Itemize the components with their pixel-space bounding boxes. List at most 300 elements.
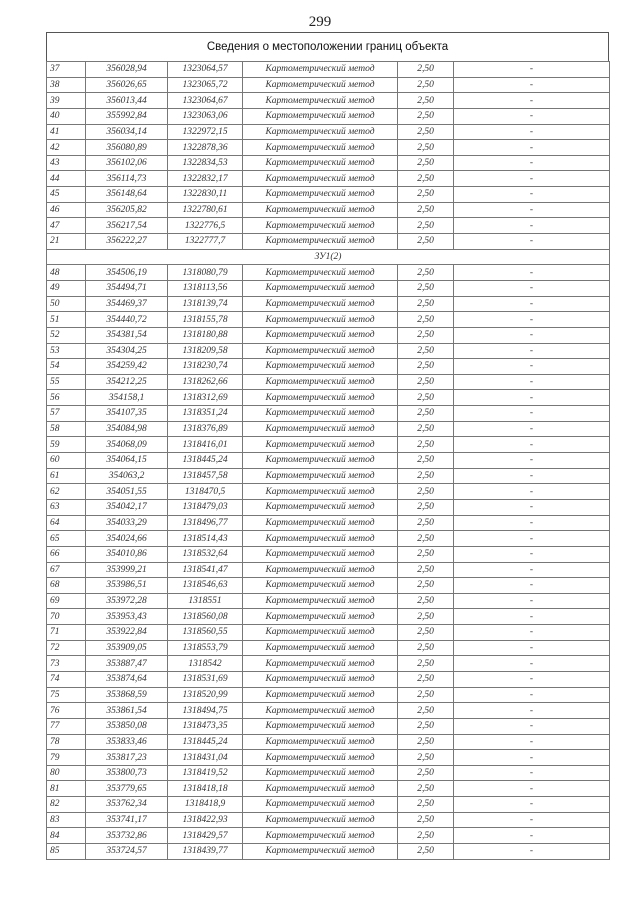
table-row [47, 765, 610, 781]
table-row [47, 390, 610, 406]
accuracy-cell: 2,50 [398, 687, 454, 703]
table-row [47, 453, 610, 469]
point-number-cell: 84 [47, 828, 86, 844]
x-coordinate-cell: 353909,05 [86, 640, 168, 656]
description-cell: - [454, 531, 610, 547]
table-row [47, 609, 610, 625]
x-coordinate-cell: 356080,89 [86, 140, 168, 156]
table-row [47, 327, 610, 343]
method-cell: Картометрический метод [243, 640, 398, 656]
x-coordinate-cell: 354506,19 [86, 265, 168, 281]
x-coordinate-cell: 354068,09 [86, 437, 168, 453]
x-coordinate-cell: 353874,64 [86, 671, 168, 687]
accuracy-cell: 2,50 [398, 750, 454, 766]
point-number-cell: 51 [47, 312, 86, 328]
y-coordinate-cell: 1322780,61 [168, 202, 243, 218]
method-cell: Картометрический метод [243, 765, 398, 781]
method-cell: Картометрический метод [243, 171, 398, 187]
method-cell: Картометрический метод [243, 578, 398, 594]
point-number-cell: 57 [47, 406, 86, 422]
y-coordinate-cell: 1318416,01 [168, 437, 243, 453]
point-number-cell: 54 [47, 359, 86, 375]
method-cell: Картометрический метод [243, 359, 398, 375]
description-cell: - [454, 656, 610, 672]
method-cell: Картометрический метод [243, 718, 398, 734]
method-cell: Картометрический метод [243, 609, 398, 625]
accuracy-cell: 2,50 [398, 327, 454, 343]
table-row [47, 437, 610, 453]
accuracy-cell: 2,50 [398, 797, 454, 813]
table-row [47, 484, 610, 500]
description-cell: - [454, 140, 610, 156]
point-number-cell: 79 [47, 750, 86, 766]
x-coordinate-cell: 353817,23 [86, 750, 168, 766]
table-row [47, 656, 610, 672]
x-coordinate-cell: 353732,86 [86, 828, 168, 844]
method-cell: Картометрический метод [243, 593, 398, 609]
description-cell: - [454, 155, 610, 171]
point-number-cell: 72 [47, 640, 86, 656]
accuracy-cell: 2,50 [398, 265, 454, 281]
group-label: ЗУ1(2) [47, 249, 610, 265]
table-row [47, 62, 610, 78]
y-coordinate-cell: 1323064,67 [168, 93, 243, 109]
accuracy-cell: 2,50 [398, 453, 454, 469]
table-row [47, 671, 610, 687]
accuracy-cell: 2,50 [398, 609, 454, 625]
accuracy-cell: 2,50 [398, 734, 454, 750]
description-cell: - [454, 828, 610, 844]
y-coordinate-cell: 1318262,66 [168, 374, 243, 390]
description-cell: - [454, 625, 610, 641]
point-number-cell: 68 [47, 578, 86, 594]
table-row [47, 812, 610, 828]
table-row [47, 296, 610, 312]
x-coordinate-cell: 353972,28 [86, 593, 168, 609]
description-cell: - [454, 124, 610, 140]
point-number-cell: 49 [47, 280, 86, 296]
description-cell: - [454, 171, 610, 187]
point-number-cell: 63 [47, 499, 86, 515]
x-coordinate-cell: 353986,51 [86, 578, 168, 594]
point-number-cell: 38 [47, 77, 86, 93]
table-row [47, 171, 610, 187]
x-coordinate-cell: 356217,54 [86, 218, 168, 234]
method-cell: Картометрический метод [243, 844, 398, 860]
y-coordinate-cell: 1318312,69 [168, 390, 243, 406]
x-coordinate-cell: 353741,17 [86, 812, 168, 828]
method-cell: Картометрический метод [243, 703, 398, 719]
y-coordinate-cell: 1323064,57 [168, 62, 243, 78]
description-cell: - [454, 234, 610, 250]
y-coordinate-cell: 1323065,72 [168, 77, 243, 93]
y-coordinate-cell: 1318351,24 [168, 406, 243, 422]
accuracy-cell: 2,50 [398, 468, 454, 484]
table-row [47, 187, 610, 203]
point-number-cell: 47 [47, 218, 86, 234]
point-number-cell: 69 [47, 593, 86, 609]
method-cell: Картометрический метод [243, 234, 398, 250]
x-coordinate-cell: 356148,64 [86, 187, 168, 203]
table-row [47, 108, 610, 124]
description-cell: - [454, 546, 610, 562]
x-coordinate-cell: 354042,17 [86, 499, 168, 515]
method-cell: Картометрический метод [243, 828, 398, 844]
description-cell: - [454, 734, 610, 750]
accuracy-cell: 2,50 [398, 343, 454, 359]
table-row [47, 218, 610, 234]
point-number-cell: 60 [47, 453, 86, 469]
table-row [47, 343, 610, 359]
y-coordinate-cell: 1318560,08 [168, 609, 243, 625]
table-row [47, 703, 610, 719]
y-coordinate-cell: 1318470,5 [168, 484, 243, 500]
y-coordinate-cell: 1322830,11 [168, 187, 243, 203]
description-cell: - [454, 421, 610, 437]
accuracy-cell: 2,50 [398, 578, 454, 594]
y-coordinate-cell: 1318541,47 [168, 562, 243, 578]
method-cell: Картометрический метод [243, 343, 398, 359]
accuracy-cell: 2,50 [398, 703, 454, 719]
description-cell: - [454, 468, 610, 484]
accuracy-cell: 2,50 [398, 280, 454, 296]
x-coordinate-cell: 353850,08 [86, 718, 168, 734]
x-coordinate-cell: 354158,1 [86, 390, 168, 406]
table-row [47, 687, 610, 703]
accuracy-cell: 2,50 [398, 640, 454, 656]
description-cell: - [454, 718, 610, 734]
point-number-cell: 48 [47, 265, 86, 281]
x-coordinate-cell: 355992,84 [86, 108, 168, 124]
y-coordinate-cell: 1318479,03 [168, 499, 243, 515]
method-cell: Картометрический метод [243, 546, 398, 562]
accuracy-cell: 2,50 [398, 62, 454, 78]
point-number-cell: 67 [47, 562, 86, 578]
description-cell: - [454, 390, 610, 406]
table-row [47, 202, 610, 218]
accuracy-cell: 2,50 [398, 374, 454, 390]
description-cell: - [454, 844, 610, 860]
description-cell: - [454, 93, 610, 109]
accuracy-cell: 2,50 [398, 562, 454, 578]
method-cell: Картометрический метод [243, 187, 398, 203]
description-cell: - [454, 640, 610, 656]
y-coordinate-cell: 1318494,75 [168, 703, 243, 719]
method-cell: Картометрический метод [243, 140, 398, 156]
accuracy-cell: 2,50 [398, 234, 454, 250]
description-cell: - [454, 437, 610, 453]
method-cell: Картометрический метод [243, 562, 398, 578]
description-cell: - [454, 77, 610, 93]
point-number-cell: 80 [47, 765, 86, 781]
y-coordinate-cell: 1318514,43 [168, 531, 243, 547]
point-number-cell: 71 [47, 625, 86, 641]
description-cell: - [454, 265, 610, 281]
x-coordinate-cell: 354494,71 [86, 280, 168, 296]
y-coordinate-cell: 1318542 [168, 656, 243, 672]
description-cell: - [454, 108, 610, 124]
table-row [47, 531, 610, 547]
method-cell: Картометрический метод [243, 62, 398, 78]
table-row [47, 562, 610, 578]
table-row [47, 468, 610, 484]
method-cell: Картометрический метод [243, 218, 398, 234]
method-cell: Картометрический метод [243, 93, 398, 109]
method-cell: Картометрический метод [243, 812, 398, 828]
x-coordinate-cell: 353833,46 [86, 734, 168, 750]
accuracy-cell: 2,50 [398, 390, 454, 406]
table-row [47, 406, 610, 422]
accuracy-cell: 2,50 [398, 437, 454, 453]
method-cell: Картометрический метод [243, 124, 398, 140]
table-row [47, 359, 610, 375]
y-coordinate-cell: 1318445,24 [168, 453, 243, 469]
point-number-cell: 75 [47, 687, 86, 703]
table-row [47, 77, 610, 93]
y-coordinate-cell: 1318473,35 [168, 718, 243, 734]
x-coordinate-cell: 353922,84 [86, 625, 168, 641]
y-coordinate-cell: 1318532,64 [168, 546, 243, 562]
point-number-cell: 83 [47, 812, 86, 828]
description-cell: - [454, 593, 610, 609]
x-coordinate-cell: 354259,42 [86, 359, 168, 375]
table-row [47, 734, 610, 750]
group-row [47, 249, 610, 265]
point-number-cell: 40 [47, 108, 86, 124]
y-coordinate-cell: 1318419,52 [168, 765, 243, 781]
y-coordinate-cell: 1318429,57 [168, 828, 243, 844]
description-cell: - [454, 187, 610, 203]
accuracy-cell: 2,50 [398, 546, 454, 562]
description-cell: - [454, 687, 610, 703]
method-cell: Картометрический метод [243, 797, 398, 813]
accuracy-cell: 2,50 [398, 671, 454, 687]
method-cell: Картометрический метод [243, 406, 398, 422]
table-row [47, 625, 610, 641]
point-number-cell: 74 [47, 671, 86, 687]
x-coordinate-cell: 356034,14 [86, 124, 168, 140]
accuracy-cell: 2,50 [398, 155, 454, 171]
description-cell: - [454, 202, 610, 218]
coordinates-table [46, 61, 610, 860]
point-number-cell: 59 [47, 437, 86, 453]
point-number-cell: 56 [47, 390, 86, 406]
description-cell: - [454, 499, 610, 515]
accuracy-cell: 2,50 [398, 218, 454, 234]
method-cell: Картометрический метод [243, 327, 398, 343]
accuracy-cell: 2,50 [398, 140, 454, 156]
description-cell: - [454, 671, 610, 687]
point-number-cell: 61 [47, 468, 86, 484]
description-cell: - [454, 327, 610, 343]
method-cell: Картометрический метод [243, 280, 398, 296]
accuracy-cell: 2,50 [398, 656, 454, 672]
y-coordinate-cell: 1318560,55 [168, 625, 243, 641]
y-coordinate-cell: 1318209,58 [168, 343, 243, 359]
coordinates-sheet [46, 32, 609, 860]
y-coordinate-cell: 1318418,18 [168, 781, 243, 797]
accuracy-cell: 2,50 [398, 812, 454, 828]
table-row [47, 844, 610, 860]
method-cell: Картометрический метод [243, 312, 398, 328]
accuracy-cell: 2,50 [398, 828, 454, 844]
description-cell: - [454, 296, 610, 312]
y-coordinate-cell: 1322878,36 [168, 140, 243, 156]
point-number-cell: 45 [47, 187, 86, 203]
point-number-cell: 42 [47, 140, 86, 156]
x-coordinate-cell: 353953,43 [86, 609, 168, 625]
method-cell: Картометрический метод [243, 437, 398, 453]
y-coordinate-cell: 1318496,77 [168, 515, 243, 531]
method-cell: Картометрический метод [243, 453, 398, 469]
y-coordinate-cell: 1318457,58 [168, 468, 243, 484]
point-number-cell: 64 [47, 515, 86, 531]
x-coordinate-cell: 356026,65 [86, 77, 168, 93]
table-row [47, 499, 610, 515]
description-cell: - [454, 280, 610, 296]
x-coordinate-cell: 353724,57 [86, 844, 168, 860]
point-number-cell: 76 [47, 703, 86, 719]
point-number-cell: 53 [47, 343, 86, 359]
accuracy-cell: 2,50 [398, 187, 454, 203]
method-cell: Картометрический метод [243, 484, 398, 500]
point-number-cell: 66 [47, 546, 86, 562]
table-row [47, 593, 610, 609]
point-number-cell: 77 [47, 718, 86, 734]
accuracy-cell: 2,50 [398, 781, 454, 797]
y-coordinate-cell: 1318553,79 [168, 640, 243, 656]
x-coordinate-cell: 353800,73 [86, 765, 168, 781]
accuracy-cell: 2,50 [398, 406, 454, 422]
description-cell: - [454, 359, 610, 375]
point-number-cell: 55 [47, 374, 86, 390]
point-number-cell: 73 [47, 656, 86, 672]
table-row [47, 515, 610, 531]
point-number-cell: 81 [47, 781, 86, 797]
y-coordinate-cell: 1318531,69 [168, 671, 243, 687]
accuracy-cell: 2,50 [398, 844, 454, 860]
description-cell: - [454, 750, 610, 766]
method-cell: Картометрический метод [243, 687, 398, 703]
table-row [47, 140, 610, 156]
y-coordinate-cell: 1318139,74 [168, 296, 243, 312]
y-coordinate-cell: 1318431,04 [168, 750, 243, 766]
table-row [47, 374, 610, 390]
table-row [47, 546, 610, 562]
table-row [47, 93, 610, 109]
description-cell: - [454, 703, 610, 719]
description-cell: - [454, 515, 610, 531]
accuracy-cell: 2,50 [398, 359, 454, 375]
method-cell: Картометрический метод [243, 468, 398, 484]
table-row [47, 280, 610, 296]
x-coordinate-cell: 356102,06 [86, 155, 168, 171]
description-cell: - [454, 765, 610, 781]
y-coordinate-cell: 1318551 [168, 593, 243, 609]
description-cell: - [454, 484, 610, 500]
point-number-cell: 52 [47, 327, 86, 343]
x-coordinate-cell: 354304,25 [86, 343, 168, 359]
y-coordinate-cell: 1318376,89 [168, 421, 243, 437]
y-coordinate-cell: 1322834,53 [168, 155, 243, 171]
table-row [47, 797, 610, 813]
description-cell: - [454, 781, 610, 797]
accuracy-cell: 2,50 [398, 93, 454, 109]
point-number-cell: 43 [47, 155, 86, 171]
table-row [47, 640, 610, 656]
method-cell: Картометрический метод [243, 390, 398, 406]
method-cell: Картометрический метод [243, 202, 398, 218]
x-coordinate-cell: 354107,35 [86, 406, 168, 422]
accuracy-cell: 2,50 [398, 312, 454, 328]
description-cell: - [454, 609, 610, 625]
accuracy-cell: 2,50 [398, 77, 454, 93]
y-coordinate-cell: 1323063,06 [168, 108, 243, 124]
accuracy-cell: 2,50 [398, 625, 454, 641]
description-cell: - [454, 374, 610, 390]
point-number-cell: 85 [47, 844, 86, 860]
x-coordinate-cell: 354440,72 [86, 312, 168, 328]
accuracy-cell: 2,50 [398, 765, 454, 781]
y-coordinate-cell: 1322972,15 [168, 124, 243, 140]
accuracy-cell: 2,50 [398, 171, 454, 187]
x-coordinate-cell: 354212,25 [86, 374, 168, 390]
table-row [47, 750, 610, 766]
x-coordinate-cell: 356028,94 [86, 62, 168, 78]
accuracy-cell: 2,50 [398, 718, 454, 734]
x-coordinate-cell: 356222,27 [86, 234, 168, 250]
description-cell: - [454, 218, 610, 234]
accuracy-cell: 2,50 [398, 124, 454, 140]
x-coordinate-cell: 354051,55 [86, 484, 168, 500]
y-coordinate-cell: 1318445,24 [168, 734, 243, 750]
y-coordinate-cell: 1322832,17 [168, 171, 243, 187]
method-cell: Картометрический метод [243, 155, 398, 171]
method-cell: Картометрический метод [243, 515, 398, 531]
method-cell: Картометрический метод [243, 531, 398, 547]
x-coordinate-cell: 354033,29 [86, 515, 168, 531]
accuracy-cell: 2,50 [398, 593, 454, 609]
description-cell: - [454, 406, 610, 422]
y-coordinate-cell: 1322776,5 [168, 218, 243, 234]
y-coordinate-cell: 1318230,74 [168, 359, 243, 375]
accuracy-cell: 2,50 [398, 421, 454, 437]
x-coordinate-cell: 353887,47 [86, 656, 168, 672]
accuracy-cell: 2,50 [398, 484, 454, 500]
point-number-cell: 50 [47, 296, 86, 312]
point-number-cell: 62 [47, 484, 86, 500]
y-coordinate-cell: 1318180,88 [168, 327, 243, 343]
method-cell: Картометрический метод [243, 750, 398, 766]
accuracy-cell: 2,50 [398, 531, 454, 547]
method-cell: Картометрический метод [243, 296, 398, 312]
y-coordinate-cell: 1318080,79 [168, 265, 243, 281]
table-row [47, 421, 610, 437]
point-number-cell: 37 [47, 62, 86, 78]
x-coordinate-cell: 353779,65 [86, 781, 168, 797]
point-number-cell: 41 [47, 124, 86, 140]
x-coordinate-cell: 353999,21 [86, 562, 168, 578]
method-cell: Картометрический метод [243, 499, 398, 515]
x-coordinate-cell: 353868,59 [86, 687, 168, 703]
point-number-cell: 39 [47, 93, 86, 109]
y-coordinate-cell: 1318439,77 [168, 844, 243, 860]
y-coordinate-cell: 1318418,9 [168, 797, 243, 813]
table-row [47, 718, 610, 734]
table-row [47, 155, 610, 171]
x-coordinate-cell: 354064,15 [86, 453, 168, 469]
accuracy-cell: 2,50 [398, 296, 454, 312]
